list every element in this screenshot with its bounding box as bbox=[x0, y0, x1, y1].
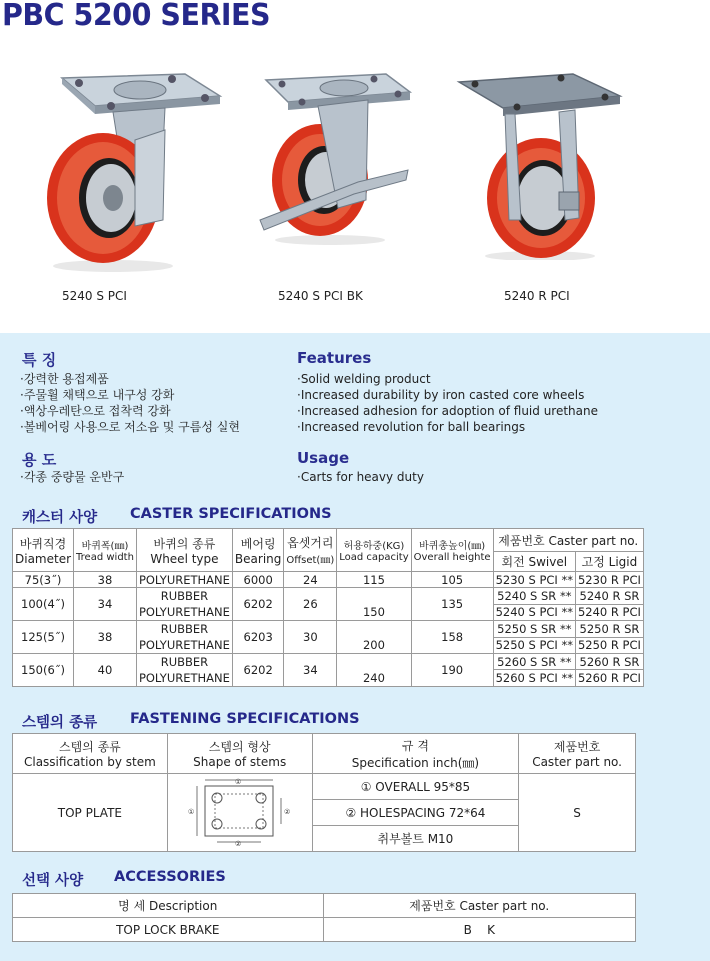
accessories-table bbox=[12, 893, 636, 942]
cell-tread: 34 bbox=[74, 588, 137, 621]
cell-wheel-type: RUBBER bbox=[136, 653, 232, 669]
fasten-header-3-en: Specification inch(㎜) bbox=[351, 755, 480, 770]
table-row bbox=[13, 572, 644, 588]
cell-diameter: 100(4˝) bbox=[13, 588, 74, 621]
fasten-header-2-kr: 스템의 형상 bbox=[208, 740, 271, 754]
features-kr-line: ·강력한 용접제품 bbox=[20, 372, 109, 386]
cell-offset: 30 bbox=[284, 621, 337, 654]
stem-type: TOP PLATE bbox=[13, 774, 168, 852]
features-en-line: ·Solid welding product bbox=[297, 372, 431, 386]
cell-swivel-part: 5240 S PCI ** bbox=[493, 604, 575, 620]
fasten-header-2 bbox=[167, 734, 312, 774]
cell-wheel-type: POLYURETHANE bbox=[136, 637, 232, 653]
cell-height: 190 bbox=[411, 653, 493, 686]
spec-holespacing: ② HOLESPACING 72*64 bbox=[312, 800, 519, 826]
acc-header-part-no: 제품번호 Caster part no. bbox=[323, 894, 635, 918]
cell-rigid-part: 5260 R SR bbox=[575, 653, 643, 669]
spec-panel bbox=[0, 333, 710, 961]
table-row bbox=[13, 588, 644, 604]
header-offset-en: Offset(㎜) bbox=[286, 555, 335, 566]
cell-bearing: 6202 bbox=[232, 588, 283, 621]
cell-diameter: 75(3˝) bbox=[13, 572, 74, 588]
caster-specs-heading-en: CASTER SPECIFICATIONS bbox=[130, 506, 332, 522]
header-swivel: 회전 Swivel bbox=[493, 552, 575, 572]
usage-en-line: ·Carts for heavy duty bbox=[297, 470, 424, 484]
cell-height: 135 bbox=[411, 588, 493, 621]
cell-wheel-type: RUBBER bbox=[136, 588, 232, 604]
cell-load bbox=[337, 588, 411, 604]
rigid-caster-image bbox=[455, 70, 625, 260]
header-offset bbox=[284, 529, 337, 572]
header-diameter-kr: 바퀴직경 bbox=[19, 536, 67, 551]
header-tread-kr: 바퀴폭(㎜) bbox=[81, 541, 129, 552]
cell-swivel-part: 5250 S SR ** bbox=[493, 621, 575, 637]
fasten-header-1-en: Classification by stem bbox=[23, 755, 156, 769]
header-load-en: Load capacity bbox=[339, 552, 409, 563]
cell-swivel-part: 5240 S SR ** bbox=[493, 588, 575, 604]
header-wheel bbox=[136, 529, 232, 572]
features-kr-line: ·액상우레탄으로 접착력 강화 bbox=[20, 404, 171, 418]
features-en-line: ·Increased revolution for ball bearings bbox=[297, 420, 526, 434]
cell-load: 240 bbox=[337, 670, 411, 686]
dim-label: ② bbox=[234, 840, 241, 846]
cell-offset: 34 bbox=[284, 653, 337, 686]
top-plate-diagram bbox=[167, 774, 312, 852]
caster-spec-table bbox=[12, 528, 644, 687]
product-caption-3: 5240 R PCI bbox=[504, 289, 570, 303]
header-height bbox=[411, 529, 493, 572]
top-plate-diagram-icon bbox=[185, 776, 295, 846]
cell-rigid-part: 5230 R PCI bbox=[575, 572, 643, 588]
dim-label: ① bbox=[234, 778, 241, 786]
usage-kr-heading: 용 도 bbox=[22, 451, 57, 469]
header-tread bbox=[74, 529, 137, 572]
swivel-caster-image bbox=[35, 70, 225, 275]
fastening-table bbox=[12, 733, 636, 852]
cell-wheel-type: RUBBER bbox=[136, 621, 232, 637]
cell-tread: 38 bbox=[74, 621, 137, 654]
fasten-header-1 bbox=[13, 734, 168, 774]
cell-load: 115 bbox=[337, 572, 411, 588]
header-height-en: Overall heighte bbox=[413, 552, 491, 563]
fasten-header-4 bbox=[519, 734, 636, 774]
cell-height: 158 bbox=[411, 621, 493, 654]
cell-wheel-type: POLYURETHANE bbox=[136, 670, 232, 686]
fasten-header-1-kr: 스템의 종류 bbox=[58, 740, 121, 754]
cell-load: 200 bbox=[337, 637, 411, 653]
fasten-header-2-en: Shape of stems bbox=[193, 755, 287, 769]
fasten-header-4-en: Caster part no. bbox=[532, 755, 622, 769]
header-rigid: 고정 Ligid bbox=[575, 552, 643, 572]
cell-offset: 26 bbox=[284, 588, 337, 621]
cell-load bbox=[337, 621, 411, 637]
cell-swivel-part: 5250 S PCI ** bbox=[493, 637, 575, 653]
header-bearing bbox=[232, 529, 283, 572]
header-bearing-kr: 베어링 bbox=[240, 536, 276, 551]
acc-part-no: B K bbox=[323, 918, 635, 942]
cell-wheel-type: POLYURETHANE bbox=[136, 604, 232, 620]
features-kr-line: ·주물휠 채택으로 내구성 강화 bbox=[20, 388, 175, 402]
cell-height: 105 bbox=[411, 572, 493, 588]
cell-load bbox=[337, 653, 411, 669]
dim-label: ① bbox=[187, 808, 194, 816]
cell-bearing: 6202 bbox=[232, 653, 283, 686]
fastening-heading-en: FASTENING SPECIFICATIONS bbox=[130, 711, 360, 727]
cell-wheel-type: POLYURETHANE bbox=[136, 572, 232, 588]
cell-swivel-part: 5260 S PCI ** bbox=[493, 670, 575, 686]
header-height-kr: 바퀴총높이(㎜) bbox=[419, 541, 486, 552]
fasten-header-3 bbox=[312, 734, 519, 774]
product-caption-1: 5240 S PCI bbox=[62, 289, 127, 303]
fasten-header-3-kr: 규 격 bbox=[401, 738, 429, 753]
table-row bbox=[13, 653, 644, 669]
header-load bbox=[337, 529, 411, 572]
cell-swivel-part: 5230 S PCI ** bbox=[493, 572, 575, 588]
header-diameter bbox=[13, 529, 74, 572]
usage-kr-line: ·각종 중량물 운반구 bbox=[20, 470, 125, 484]
cell-tread: 40 bbox=[74, 653, 137, 686]
cell-rigid-part: 5240 R SR bbox=[575, 588, 643, 604]
features-kr-heading: 특 징 bbox=[22, 351, 57, 369]
header-wheel-kr: 바퀴의 종류 bbox=[153, 536, 216, 551]
spec-overall: ① OVERALL 95*85 bbox=[312, 774, 519, 800]
features-en-line: ·Increased adhesion for adoption of fluid urethane bbox=[297, 404, 599, 418]
header-part-no: 제품번호 Caster part no. bbox=[493, 529, 643, 552]
features-en-line: ·Increased durability by iron casted core wheels bbox=[297, 388, 585, 402]
usage-en-heading: Usage bbox=[297, 449, 350, 467]
acc-item: TOP LOCK BRAKE bbox=[13, 918, 324, 942]
dim-label: ② bbox=[283, 808, 290, 816]
product-caption-2: 5240 S PCI BK bbox=[278, 289, 363, 303]
cell-rigid-part: 5240 R PCI bbox=[575, 604, 643, 620]
features-kr-line: ·볼베어링 사용으로 저소음 및 구름성 실현 bbox=[20, 420, 240, 434]
cell-offset: 24 bbox=[284, 572, 337, 588]
header-offset-kr: 옵셋거리 bbox=[287, 536, 334, 550]
cell-swivel-part: 5260 S SR ** bbox=[493, 653, 575, 669]
swivel-brake-caster-image bbox=[258, 70, 418, 245]
acc-header-description: 명 세 Description bbox=[13, 894, 324, 918]
cell-diameter: 150(6˝) bbox=[13, 653, 74, 686]
accessories-heading-kr: 선택 사양 bbox=[22, 873, 84, 889]
header-load-kr: 허용하중(KG) bbox=[343, 541, 405, 552]
cell-tread: 38 bbox=[74, 572, 137, 588]
cell-diameter: 125(5˝) bbox=[13, 621, 74, 654]
cell-bearing: 6000 bbox=[232, 572, 283, 588]
fasten-header-4-kr: 제품번호 bbox=[553, 740, 601, 754]
header-bearing-en: Bearing bbox=[234, 551, 282, 566]
cell-rigid-part: 5250 R SR bbox=[575, 621, 643, 637]
accessories-heading-en: ACCESSORIES bbox=[114, 869, 226, 885]
table-row bbox=[13, 621, 644, 637]
header-tread-en: Tread width bbox=[76, 552, 134, 563]
spec-bolt: 취부볼트 M10 bbox=[312, 826, 519, 852]
cell-rigid-part: 5250 R PCI bbox=[575, 637, 643, 653]
fastening-heading-kr: 스템의 종류 bbox=[22, 715, 98, 731]
features-en-heading: Features bbox=[297, 349, 372, 367]
header-diameter-en: Diameter bbox=[15, 551, 72, 566]
cell-rigid-part: 5260 R PCI bbox=[575, 670, 643, 686]
caster-specs-heading-kr: 캐스터 사양 bbox=[22, 510, 98, 526]
page-title: PBC 5200 SERIES bbox=[2, 0, 271, 33]
header-wheel-en: Wheel type bbox=[150, 551, 219, 566]
stem-part-no: S bbox=[519, 774, 636, 852]
cell-bearing: 6203 bbox=[232, 621, 283, 654]
cell-load: 150 bbox=[337, 604, 411, 620]
